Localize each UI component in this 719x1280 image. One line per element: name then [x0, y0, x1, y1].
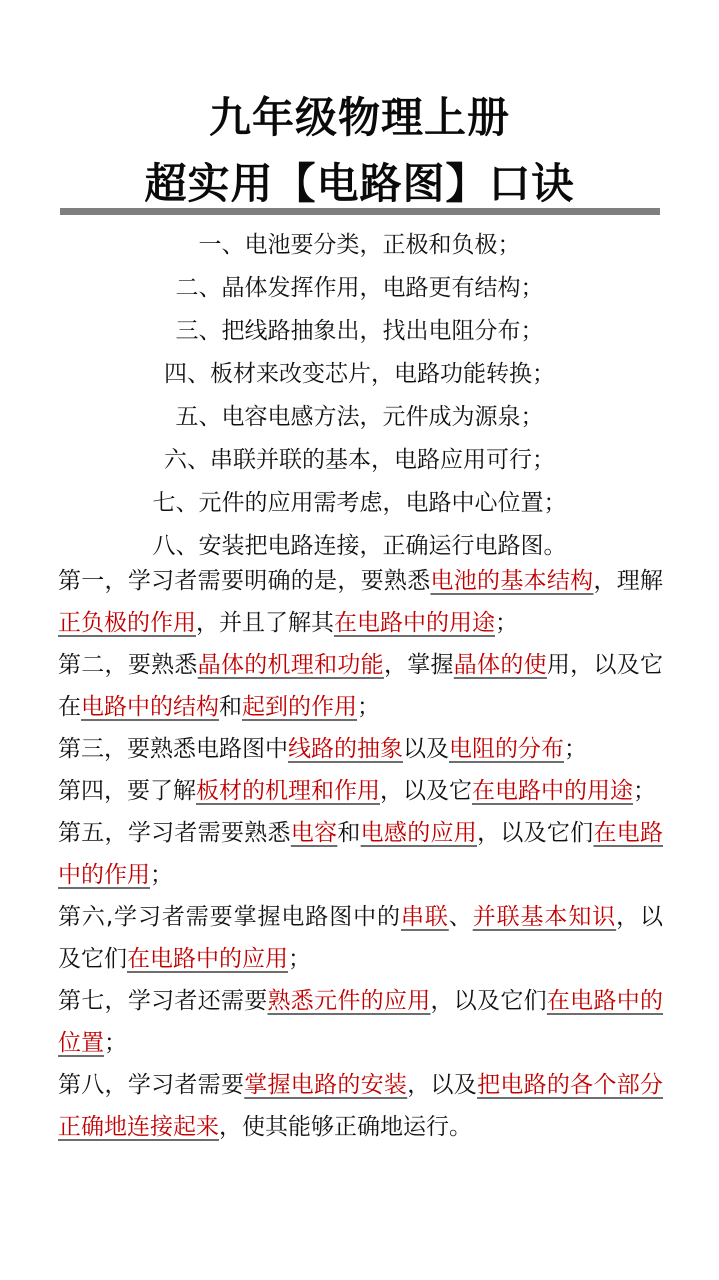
highlight-phrase: 在电路中的作用	[58, 820, 664, 888]
explanation-text: ，以及它们	[58, 904, 664, 972]
explanation-paragraph-4	[58, 770, 663, 812]
highlight-phrase: 在电路中的应用	[127, 946, 288, 972]
highlight-phrase: 电阻的分布	[449, 736, 564, 762]
highlight-phrase: 晶体的使	[453, 652, 547, 678]
rhyme-list	[0, 224, 719, 568]
highlight-phrase: 并联基本知识	[472, 904, 617, 930]
title-divider	[60, 208, 660, 215]
highlight-phrase: 熟悉元件的应用	[267, 988, 431, 1014]
highlight-phrase: 在电路中的位置	[58, 988, 664, 1056]
explanation-text: 、	[448, 904, 473, 930]
highlight-phrase: 电池的基本结构	[430, 568, 594, 594]
explanation-paragraph-1	[58, 560, 663, 644]
explanation-text: 和	[337, 820, 361, 846]
explanation-text: ，使其能够正确地运行。	[219, 1114, 472, 1140]
highlight-phrase: 电容	[290, 820, 338, 846]
highlight-phrase: 在电路中的用途	[334, 610, 495, 636]
highlight-phrase: 电路中的结构	[81, 694, 219, 720]
explanation-text: ；	[564, 736, 587, 762]
explanation-paragraph-2	[58, 644, 663, 728]
explanation-list	[58, 560, 663, 1148]
title-line-1: 九年级物理上册	[208, 93, 510, 142]
explanation-text: ，理解	[593, 568, 664, 594]
explanation-paragraph-7	[58, 980, 663, 1064]
explanation-text: ，以及	[407, 1072, 478, 1098]
highlight-phrase: 正负极的作用	[58, 610, 196, 636]
explanation-text: 第五，学习者需要熟悉	[58, 820, 291, 846]
explanation-text: 第一，学习者需要明确的是，要熟悉	[58, 568, 431, 594]
rhyme-line-4: 四、板材来改变芯片，电路功能转换；	[164, 361, 555, 387]
rhyme-line-2: 二、晶体发挥作用，电路更有结构；	[175, 275, 544, 301]
explanation-text: ，并且了解其	[196, 610, 334, 636]
explanation-text: ；	[633, 778, 656, 804]
explanation-paragraph-6	[58, 896, 663, 980]
highlight-phrase: 掌握电路的安装	[244, 1072, 408, 1098]
explanation-paragraph-3	[58, 728, 663, 770]
explanation-text: 第三，要熟悉电路图中	[58, 736, 288, 762]
explanation-text: 第七，学习者还需要	[58, 988, 268, 1014]
explanation-text: 第八，学习者需要	[58, 1072, 245, 1098]
explanation-text: 第二，要熟悉	[58, 652, 198, 678]
explanation-text: 和	[219, 694, 242, 720]
explanation-text: 第四，要了解	[58, 778, 196, 804]
title-line-2: 超实用【电路图】口诀	[144, 159, 575, 208]
highlight-phrase: 串联	[400, 904, 449, 930]
rhyme-line-6: 六、串联并联的基本，电路应用可行；	[164, 447, 555, 473]
explanation-text: ；	[150, 862, 173, 888]
highlight-phrase: 起到的作用	[242, 694, 357, 720]
explanation-text: ；	[288, 946, 311, 972]
explanation-text: 第六,学习者需要掌握电路图中的	[58, 904, 401, 930]
rhyme-line-7: 七、元件的应用需考虑，电路中心位置；	[152, 490, 567, 516]
explanation-text: 用，以及它在	[58, 652, 664, 720]
highlight-phrase: 晶体的机理和功能	[197, 652, 384, 678]
rhyme-line-5: 五、电容电感方法，元件成为源泉；	[175, 404, 544, 430]
explanation-paragraph-5	[58, 812, 663, 896]
explanation-text: ；	[495, 610, 518, 636]
highlight-phrase: 线路的抽象	[288, 736, 403, 762]
explanation-text: ；	[104, 1030, 127, 1056]
explanation-text: ，以及它们	[477, 820, 594, 846]
rhyme-line-3: 三、把线路抽象出，找出电阻分布；	[175, 318, 544, 344]
explanation-text: ，掌握	[383, 652, 454, 678]
rhyme-line-8: 八、安装把电路连接，正确运行电路图。	[152, 533, 567, 559]
explanation-text: ，以及它们	[430, 988, 547, 1014]
highlight-phrase: 电感的应用	[360, 820, 478, 846]
highlight-phrase: 在电路中的用途	[472, 778, 633, 804]
explanation-text: ；	[357, 694, 380, 720]
explanation-paragraph-8	[58, 1064, 663, 1148]
highlight-phrase: 把电路的各个部分正确地连接起来	[58, 1072, 664, 1140]
explanation-text: 以及	[403, 736, 449, 762]
highlight-phrase: 板材的机理和作用	[196, 778, 380, 804]
rhyme-line-1: 一、电池要分类，正极和负极；	[198, 232, 521, 258]
explanation-text: ，以及它	[380, 778, 472, 804]
